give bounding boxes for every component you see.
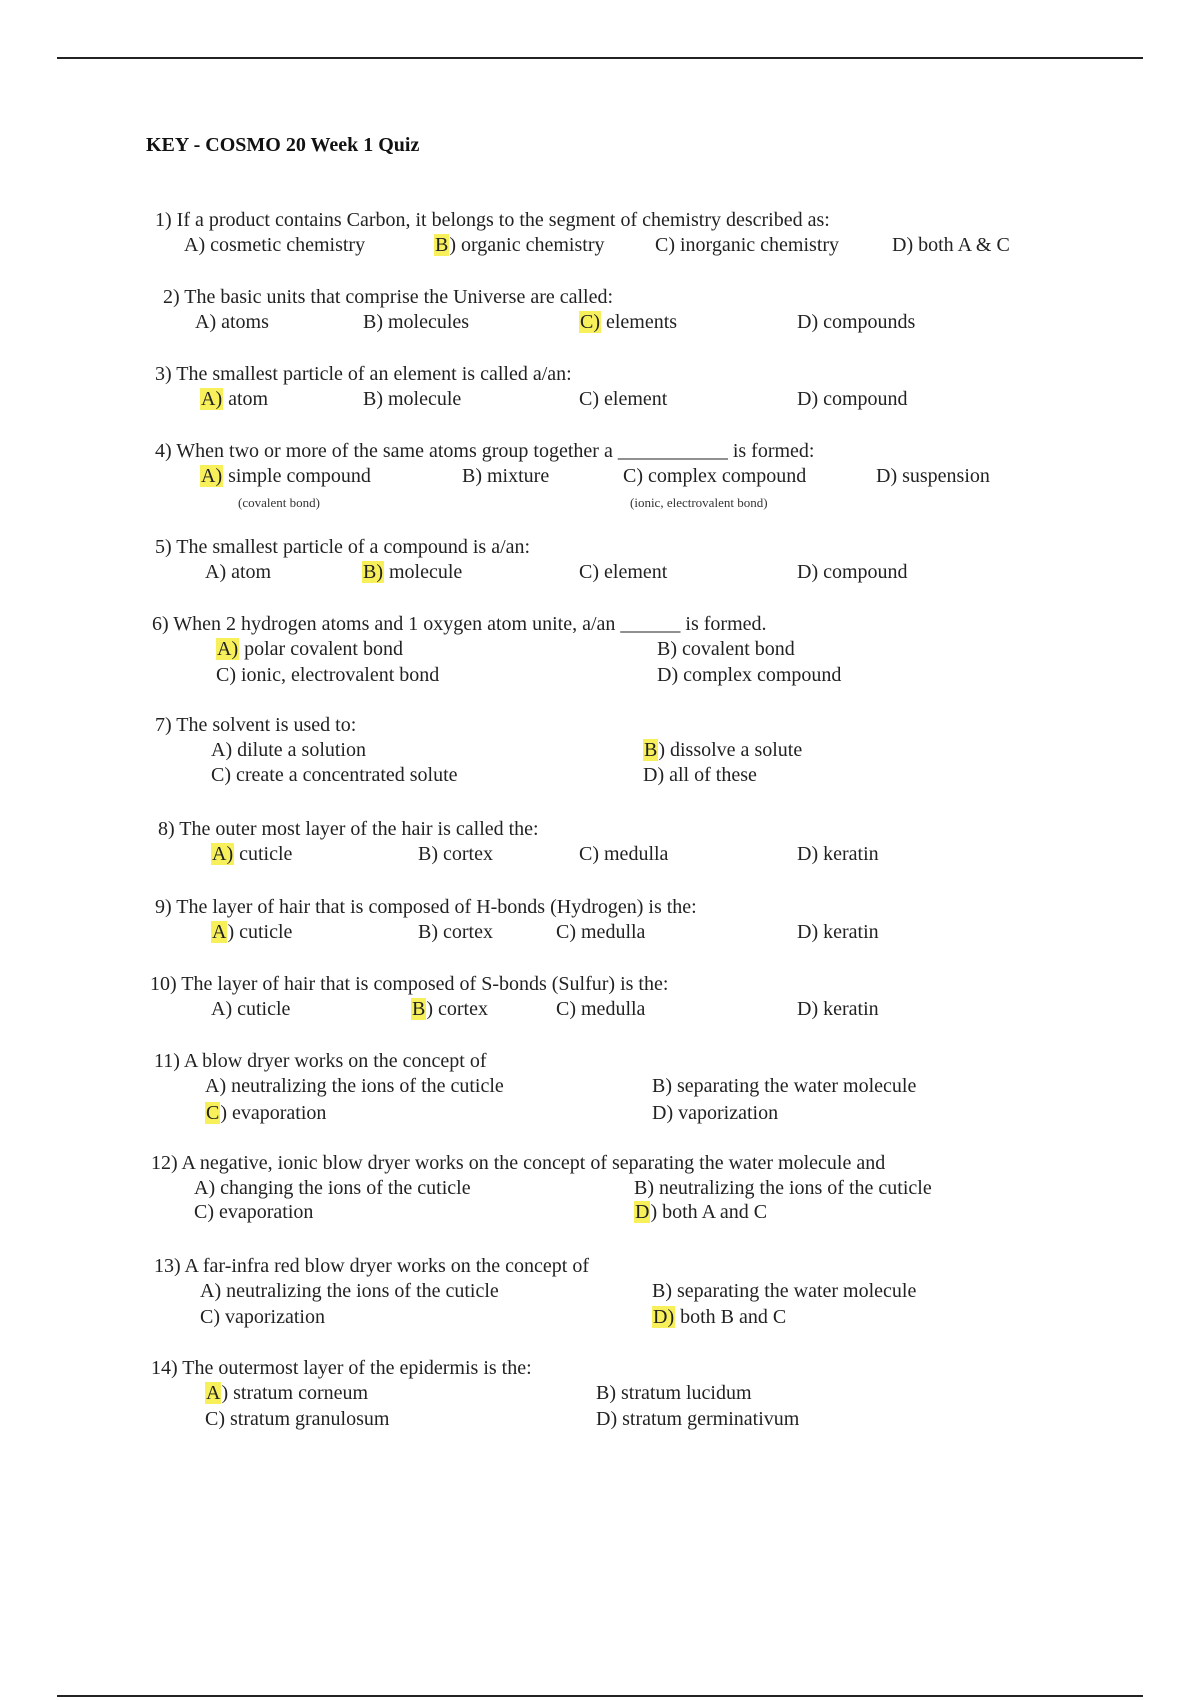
question-9-stem: 9) The layer of hair that is composed of H-bonds (Hydrogen) is the: xyxy=(155,896,697,918)
option-text: ) evaporation xyxy=(220,1102,327,1124)
option-letter: C xyxy=(194,1201,208,1223)
question-6-option-a xyxy=(216,637,403,661)
question-5-option-c xyxy=(579,560,667,584)
question-13-option-b xyxy=(652,1279,916,1303)
question-11-option-a xyxy=(205,1074,504,1098)
question-10-stem: 10) The layer of hair that is composed of S-bonds (Sulfur) is the: xyxy=(150,973,669,995)
question-1-option-b xyxy=(434,233,604,257)
option-text: ) cortex xyxy=(426,998,488,1020)
option-text: ) compounds xyxy=(811,311,916,333)
option-text: ) stratum corneum xyxy=(221,1382,369,1404)
option-text: ) compound xyxy=(811,388,908,410)
question-7-option-d xyxy=(643,763,757,787)
question-11-option-d xyxy=(652,1101,778,1125)
option-letter: B xyxy=(418,921,432,943)
question-5-option-d xyxy=(797,560,908,584)
option-text: ) stratum germinativum xyxy=(610,1408,800,1430)
option-text: ) changing the ions of the cuticle xyxy=(208,1177,471,1199)
question-14-stem: 14) The outermost layer of the epidermis is the: xyxy=(151,1357,532,1379)
option-letter: C xyxy=(556,998,570,1020)
question-8-option-a xyxy=(211,842,292,866)
question-4-option-c xyxy=(623,464,806,488)
question-4-stem: 4) When two or more of the same atoms group together a ___________ is formed: xyxy=(155,440,815,462)
question-13-option-a xyxy=(200,1279,499,1303)
option-letter: A xyxy=(205,561,220,583)
question-10-option-d xyxy=(797,997,879,1021)
question-7-option-b xyxy=(643,738,802,762)
answer-highlight: A) xyxy=(212,843,234,865)
option-text: ) cuticle xyxy=(227,921,293,943)
question-12-option-a xyxy=(194,1176,471,1200)
question-4-note-2: (ionic, electrovalent bond) xyxy=(630,495,768,510)
option-letter: C xyxy=(200,1306,214,1328)
option-text: ) cortex xyxy=(431,843,493,865)
option-text: elements xyxy=(601,311,678,333)
option-text: ) complex compound xyxy=(636,465,807,487)
question-6-option-c xyxy=(216,663,439,687)
option-letter: B xyxy=(363,311,377,333)
answer-highlight: A) xyxy=(201,388,223,410)
option-text: ) keratin xyxy=(811,843,879,865)
option-text: ) ionic, electrovalent bond xyxy=(229,664,440,686)
question-8-stem: 8) The outer most layer of the hair is called the: xyxy=(158,818,539,840)
question-5-option-b xyxy=(362,560,462,584)
question-3-stem: 3) The smallest particle of an element is called a/an: xyxy=(155,363,572,385)
option-text: ) atom xyxy=(219,561,272,583)
question-1-stem: 1) If a product contains Carbon, it belongs to the segment of chemistry described as: xyxy=(155,209,830,231)
option-letter: D xyxy=(643,764,658,786)
option-letter: B xyxy=(652,1075,666,1097)
option-letter: A xyxy=(195,311,210,333)
option-text: both B and C xyxy=(675,1306,787,1328)
answer-highlight: B xyxy=(435,234,449,256)
question-2-option-d xyxy=(797,310,915,334)
option-text: ) molecules xyxy=(376,311,470,333)
answer-highlight: C xyxy=(206,1102,220,1124)
option-text: ) inorganic chemistry xyxy=(668,234,840,256)
option-letter: B xyxy=(657,638,671,660)
option-text: atom xyxy=(223,388,269,410)
option-letter: A xyxy=(184,234,199,256)
question-3-option-c xyxy=(579,387,667,411)
question-3-option-d xyxy=(797,387,908,411)
option-text: ) neutralizing the ions of the cuticle xyxy=(219,1075,504,1097)
option-letter: D xyxy=(657,664,672,686)
option-letter: C xyxy=(579,388,593,410)
question-14-option-c xyxy=(205,1407,389,1431)
question-7-stem: 7) The solvent is used to: xyxy=(155,714,357,736)
question-12-option-c xyxy=(194,1200,313,1224)
option-letter: D xyxy=(797,921,812,943)
question-13-option-c xyxy=(200,1305,325,1329)
option-letter: D xyxy=(797,998,812,1020)
question-3-option-a xyxy=(200,387,268,411)
option-text: ) complex compound xyxy=(671,664,842,686)
option-text: ) covalent bond xyxy=(670,638,795,660)
question-1-option-a xyxy=(184,233,365,257)
question-1-option-d xyxy=(892,233,1010,257)
answer-highlight: A xyxy=(212,921,227,943)
question-9-option-c xyxy=(556,920,645,944)
option-letter: D xyxy=(596,1408,611,1430)
option-text: ) dilute a solution xyxy=(225,739,366,761)
question-14-option-d xyxy=(596,1407,799,1431)
answer-highlight: D xyxy=(635,1201,650,1223)
answer-highlight: C) xyxy=(580,311,600,333)
question-7-option-a xyxy=(211,738,366,762)
answer-highlight: B xyxy=(644,739,658,761)
question-11-option-c xyxy=(205,1101,326,1125)
option-text: ) compound xyxy=(811,561,908,583)
question-8-option-d xyxy=(797,842,879,866)
option-letter: D xyxy=(892,234,907,256)
option-letter: B xyxy=(462,465,476,487)
option-letter: A xyxy=(194,1177,209,1199)
option-text: ) suspension xyxy=(890,465,990,487)
option-text: ) evaporation xyxy=(207,1201,314,1223)
option-letter: D xyxy=(652,1102,667,1124)
option-letter: B xyxy=(596,1382,610,1404)
option-text: polar covalent bond xyxy=(239,638,403,660)
question-9-option-a xyxy=(211,920,292,944)
answer-highlight: B) xyxy=(363,561,383,583)
question-10-option-b xyxy=(411,997,488,1021)
option-letter: B xyxy=(418,843,432,865)
option-text: ) dissolve a solute xyxy=(658,739,803,761)
option-text: ) all of these xyxy=(657,764,757,786)
option-text: ) neutralizing the ions of the cuticle xyxy=(214,1280,499,1302)
question-12-stem: 12) A negative, ionic blow dryer works on the concept of separating the water molecule and xyxy=(151,1152,886,1174)
option-text: ) element xyxy=(592,388,668,410)
option-letter: B xyxy=(652,1280,666,1302)
question-2-option-b xyxy=(363,310,469,334)
question-10-option-c xyxy=(556,997,645,1021)
option-text: ) stratum granulosum xyxy=(218,1408,390,1430)
option-letter: B xyxy=(363,388,377,410)
option-text: ) keratin xyxy=(811,998,879,1020)
option-text: ) element xyxy=(592,561,668,583)
option-letter: D xyxy=(797,561,812,583)
question-10-option-a xyxy=(211,997,290,1021)
option-text: ) vaporization xyxy=(666,1102,779,1124)
question-4-option-a xyxy=(200,464,371,488)
question-5-stem: 5) The smallest particle of a compound is a/an: xyxy=(155,536,531,558)
question-13-stem: 13) A far-infra red blow dryer works on the concept of xyxy=(154,1255,590,1277)
option-letter: D xyxy=(797,311,812,333)
question-5-option-a xyxy=(205,560,271,584)
option-text: cuticle xyxy=(234,843,293,865)
option-text: simple compound xyxy=(223,465,371,487)
question-12-option-d xyxy=(634,1200,767,1224)
option-text: ) stratum lucidum xyxy=(609,1382,752,1404)
page-title: KEY - COSMO 20 Week 1 Quiz xyxy=(146,134,420,156)
option-letter: A xyxy=(200,1280,215,1302)
option-letter: C xyxy=(623,465,637,487)
option-letter: C xyxy=(205,1408,219,1430)
option-text: ) organic chemistry xyxy=(449,234,605,256)
option-text: ) separating the water molecule xyxy=(665,1075,917,1097)
option-text: ) medulla xyxy=(592,843,669,865)
option-letter: C xyxy=(655,234,669,256)
answer-highlight: A xyxy=(206,1382,221,1404)
option-letter: D xyxy=(797,388,812,410)
option-letter: D xyxy=(876,465,891,487)
question-13-option-d xyxy=(652,1305,786,1329)
option-text: ) atoms xyxy=(209,311,269,333)
answer-highlight: A) xyxy=(201,465,223,487)
question-14-option-b xyxy=(596,1381,752,1405)
question-9-option-d xyxy=(797,920,879,944)
question-3-option-b xyxy=(363,387,461,411)
option-letter: C xyxy=(556,921,570,943)
option-text: ) cuticle xyxy=(225,998,291,1020)
answer-highlight: B xyxy=(412,998,426,1020)
option-text: molecule xyxy=(384,561,463,583)
question-7-option-c xyxy=(211,763,458,787)
question-8-option-c xyxy=(579,842,668,866)
question-2-stem: 2) The basic units that comprise the Universe are called: xyxy=(163,286,614,308)
question-4-option-d xyxy=(876,464,990,488)
option-text: ) both A & C xyxy=(906,234,1010,256)
option-letter: A xyxy=(205,1075,220,1097)
question-6-option-d xyxy=(657,663,841,687)
option-text: ) vaporization xyxy=(213,1306,325,1328)
option-letter: B xyxy=(634,1177,648,1199)
question-4-note-1: (covalent bond) xyxy=(238,495,320,510)
question-1-option-c xyxy=(655,233,839,257)
option-letter: D xyxy=(797,843,812,865)
option-text: ) mixture xyxy=(475,465,550,487)
option-text: ) separating the water molecule xyxy=(665,1280,917,1302)
option-text: ) cosmetic chemistry xyxy=(198,234,366,256)
answer-highlight: D) xyxy=(653,1306,675,1328)
option-letter: C xyxy=(216,664,230,686)
question-2-option-a xyxy=(195,310,269,334)
question-6-option-b xyxy=(657,637,795,661)
answer-highlight: A) xyxy=(217,638,239,660)
top-rule xyxy=(57,57,1143,59)
question-11-stem: 11) A blow dryer works on the concept of xyxy=(154,1050,487,1072)
option-letter: A xyxy=(211,739,226,761)
option-text: ) medulla xyxy=(569,998,646,1020)
option-text: ) cortex xyxy=(431,921,493,943)
option-text: ) neutralizing the ions of the cuticle xyxy=(647,1177,932,1199)
option-text: ) molecule xyxy=(376,388,462,410)
option-text: ) create a concentrated solute xyxy=(224,764,458,786)
question-14-option-a xyxy=(205,1381,368,1405)
question-8-option-b xyxy=(418,842,493,866)
question-6-stem: 6) When 2 hydrogen atoms and 1 oxygen atom unite, a/an ______ is formed. xyxy=(152,613,767,635)
bottom-rule xyxy=(57,1695,1143,1697)
option-letter: C xyxy=(579,561,593,583)
question-12-option-b xyxy=(634,1176,932,1200)
option-text: ) keratin xyxy=(811,921,879,943)
option-letter: C xyxy=(579,843,593,865)
option-text: ) both A and C xyxy=(650,1201,768,1223)
option-letter: C xyxy=(211,764,225,786)
question-9-option-b xyxy=(418,920,493,944)
question-11-option-b xyxy=(652,1074,916,1098)
question-4-option-b xyxy=(462,464,549,488)
option-letter: A xyxy=(211,998,226,1020)
question-2-option-c xyxy=(579,310,677,334)
option-text: ) medulla xyxy=(569,921,646,943)
